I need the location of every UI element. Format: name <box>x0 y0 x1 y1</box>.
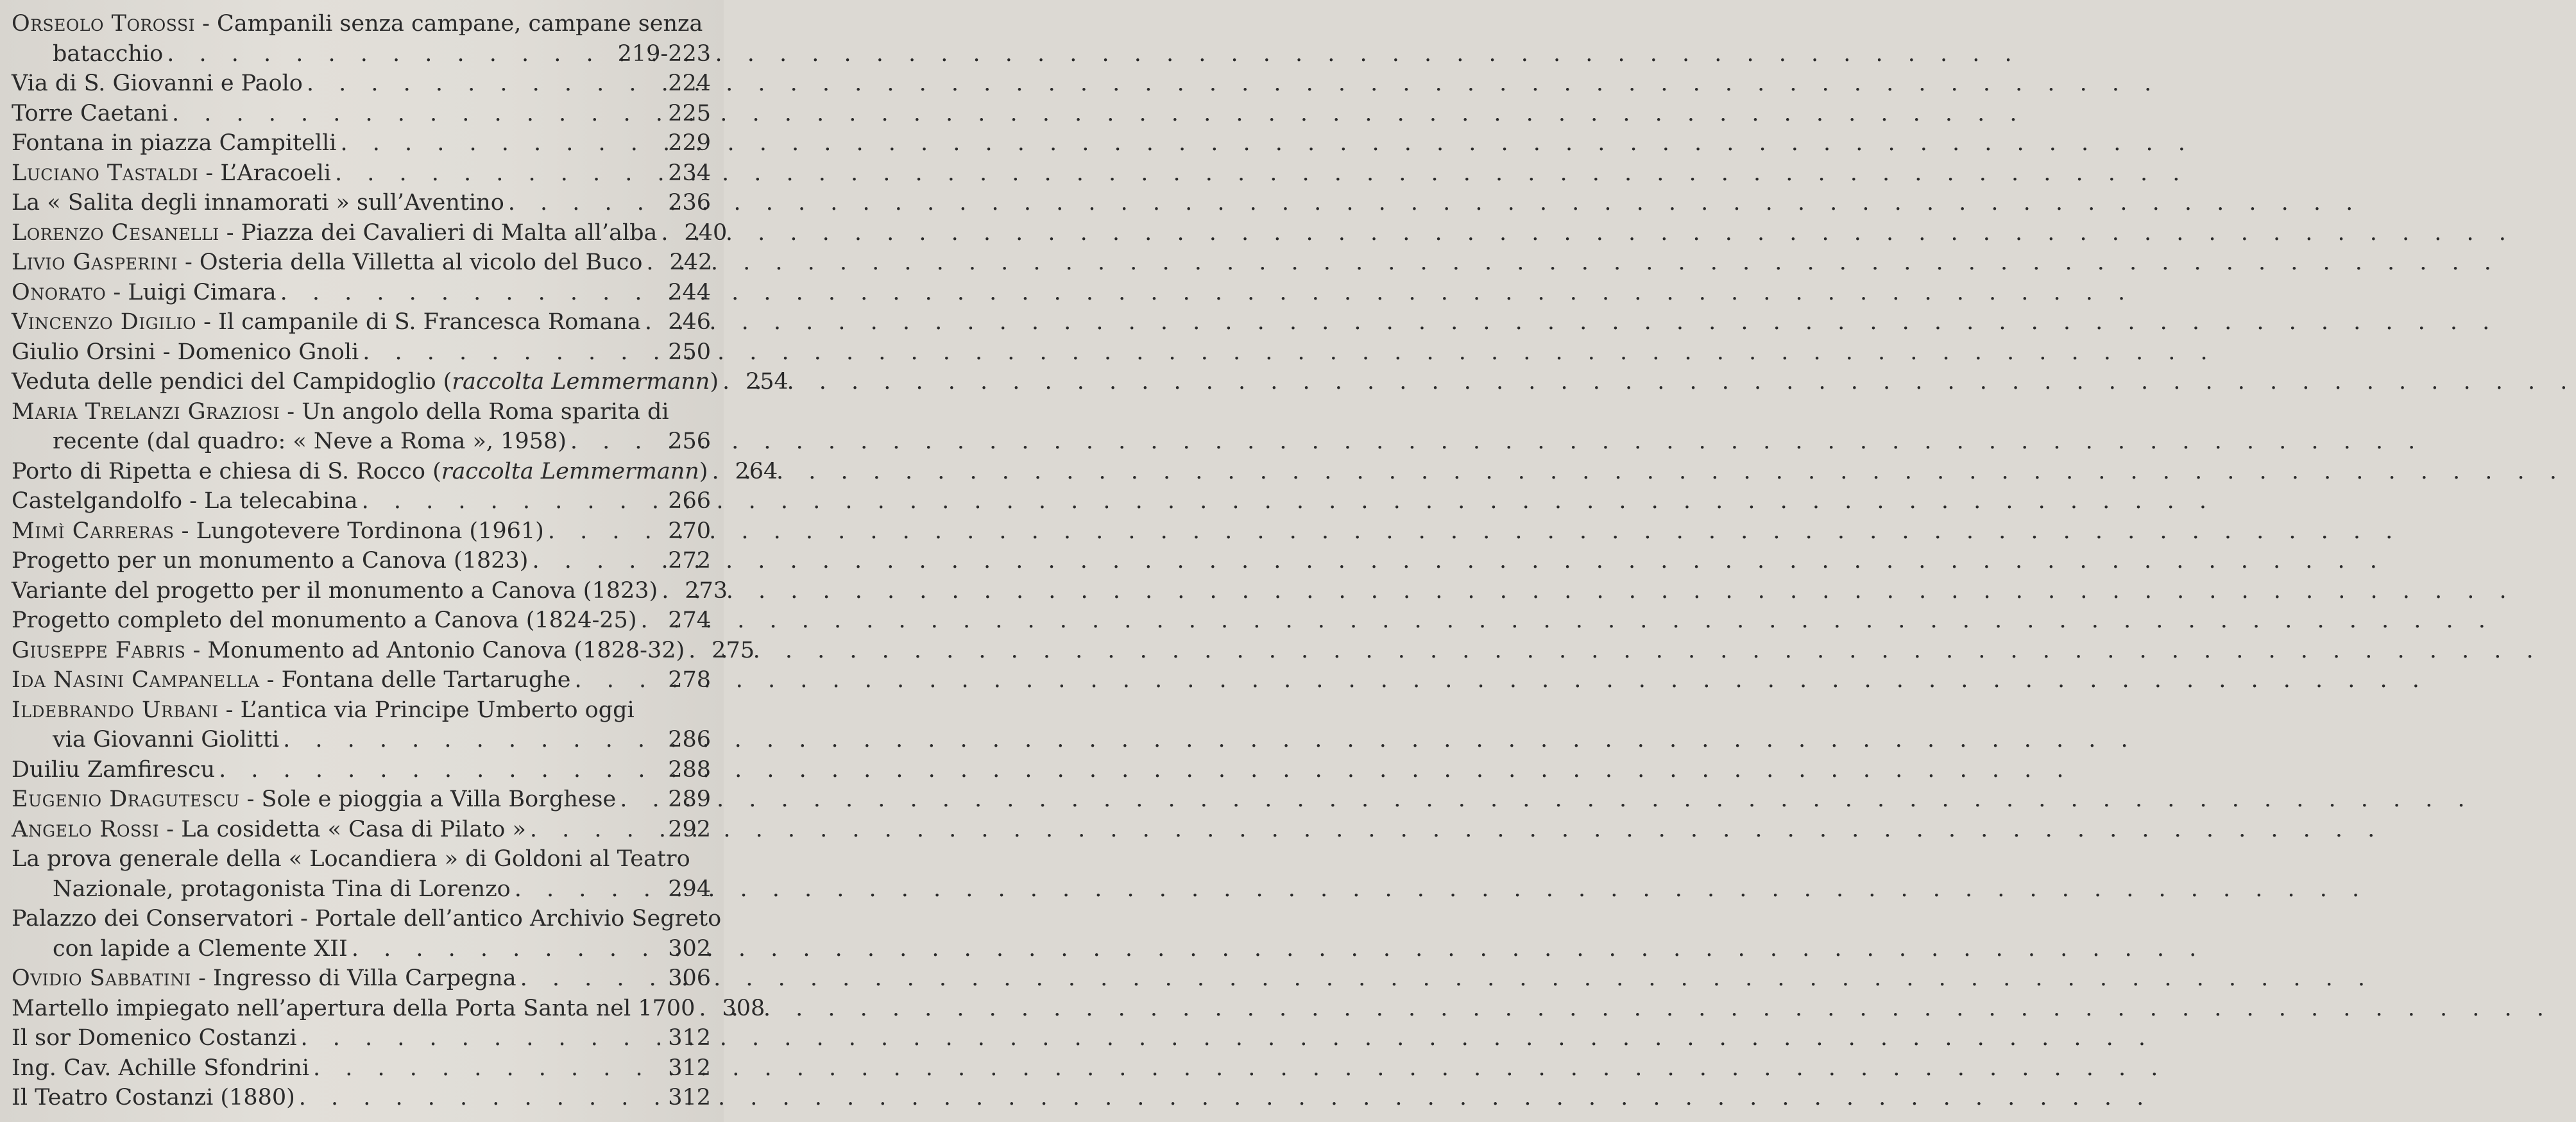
dot-leader <box>712 457 731 487</box>
author-separator: - <box>196 309 219 335</box>
author-separator: - <box>219 219 241 246</box>
page-number: 266 <box>668 488 711 514</box>
page-number: 219-223 <box>617 40 711 67</box>
toc-entry-line <box>12 844 711 874</box>
toc-entry <box>12 128 711 158</box>
dot-leader <box>340 128 664 158</box>
toc-entry <box>12 9 711 69</box>
dot-leader <box>699 994 718 1024</box>
page-number: 240 <box>684 219 728 246</box>
entry-title: La prova generale della « Locandiera » di Goldoni al Teatro <box>12 846 690 872</box>
entry-title: Castelgandolfo - La telecabina <box>12 488 358 514</box>
page-number: 306 <box>668 965 711 991</box>
page-number: 224 <box>668 71 711 96</box>
author-separator: - <box>191 965 214 991</box>
author-separator: - <box>106 279 128 305</box>
toc-entry <box>12 188 711 218</box>
toc-entry <box>12 964 711 994</box>
entry-author: Giuseppe Fabris <box>12 637 186 663</box>
author-separator: - <box>280 398 302 425</box>
entry-title: Piazza dei Cavalieri di Malta all’alba <box>241 219 658 246</box>
entry-author: Vincenzo Digilio <box>12 309 197 335</box>
page-number: 234 <box>668 160 711 186</box>
toc-entry-line <box>12 218 728 248</box>
toc-entry <box>12 486 711 516</box>
page-number: 288 <box>668 756 711 783</box>
entry-author: Livio Gasperini <box>12 250 178 275</box>
toc-entry <box>12 99 711 129</box>
dot-leader <box>363 337 664 368</box>
entry-author: Ovidio Sabbatini <box>12 965 191 991</box>
toc-entry <box>12 397 711 457</box>
dot-leader <box>574 665 664 695</box>
document-page <box>0 0 789 1122</box>
author-separator: - <box>198 160 221 186</box>
entry-title: batacchio <box>53 40 164 67</box>
page-number: 254 <box>746 369 789 395</box>
toc-entry-line <box>12 188 711 218</box>
toc-entry-line <box>12 397 711 427</box>
toc-entry-line <box>12 158 711 189</box>
dot-leader <box>301 1023 665 1053</box>
toc-entry-line <box>12 755 711 785</box>
entry-title: Luigi Cimara <box>128 279 277 305</box>
dot-leader <box>172 99 664 129</box>
entry-author: Maria Trelanzi Graziosi <box>12 398 280 425</box>
toc-entry <box>12 69 711 99</box>
toc-entry <box>12 248 711 278</box>
table-of-contents <box>12 9 789 1113</box>
entry-title: Martello impiegato nell’apertura della Porta Santa nel 1700 <box>12 995 695 1021</box>
toc-entry-line <box>12 546 711 576</box>
dot-leader <box>640 606 664 636</box>
author-separator: - <box>239 786 262 812</box>
toc-entry <box>12 815 711 845</box>
toc-entry <box>12 994 765 1024</box>
entry-author: Orseolo Torossi <box>12 11 195 37</box>
dot-leader <box>283 725 664 755</box>
toc-entry <box>12 844 711 904</box>
author-separator: - <box>259 667 282 693</box>
author-separator: - <box>159 816 182 842</box>
page-number: 278 <box>668 667 711 693</box>
page-number: 273 <box>685 577 728 604</box>
entry-title: Il Teatro Costanzi (1880) <box>12 1085 295 1110</box>
dot-leader <box>722 367 742 397</box>
toc-entry-line <box>12 695 711 726</box>
dot-leader <box>335 158 664 189</box>
page-number: 250 <box>668 339 711 365</box>
toc-entry-line <box>12 636 755 666</box>
author-separator: - <box>174 518 196 544</box>
toc-entry <box>12 665 711 695</box>
toc-entry <box>12 636 755 666</box>
entry-title: Variante del progetto per il monumento a Canova (1823) <box>12 577 658 604</box>
dot-leader <box>646 248 665 278</box>
toc-entry <box>12 337 711 368</box>
author-separator: - <box>185 637 208 663</box>
author-separator: - <box>194 11 218 37</box>
entry-title: Campanili senza campane, campane senza <box>217 11 703 37</box>
entry-title: Il campanile di S. Francesca Romana <box>218 309 641 335</box>
toc-entry <box>12 755 711 785</box>
entry-author: Ida Nasini Campanella <box>12 667 260 693</box>
entry-title: L’Aracoeli <box>220 160 331 186</box>
entry-title: Ing. Cav. Achille Sfondrini <box>12 1055 309 1081</box>
page-number: 302 <box>668 935 711 962</box>
toc-entry <box>12 576 728 606</box>
toc-entry-continuation <box>12 934 711 964</box>
toc-entry <box>12 367 789 397</box>
entry-author: Luciano Tastaldi <box>12 160 199 186</box>
toc-entry-line <box>12 248 711 278</box>
toc-entry <box>12 1083 711 1113</box>
dot-leader <box>352 934 664 964</box>
entry-title: Duiliu Zamfirescu <box>12 756 216 783</box>
dot-leader <box>280 278 665 308</box>
toc-entry-line <box>12 1023 711 1053</box>
entry-author: Angelo Rossi <box>12 816 160 842</box>
page-number: 312 <box>668 1025 711 1051</box>
toc-entry-continuation <box>12 39 711 69</box>
page-number: 275 <box>712 637 755 663</box>
page-number: 225 <box>668 100 711 126</box>
entry-title: L’antica via Principe Umberto oggi <box>240 697 635 723</box>
entry-title: con lapide a Clemente XII <box>53 935 348 962</box>
dot-leader <box>532 546 664 576</box>
dot-leader <box>362 486 665 516</box>
dot-leader <box>661 218 680 248</box>
toc-entry <box>12 546 711 576</box>
page-number: 272 <box>668 548 711 574</box>
dot-leader <box>620 785 664 815</box>
page-number: 274 <box>668 608 711 633</box>
toc-entry-line <box>12 665 711 695</box>
toc-entry-line <box>12 904 722 934</box>
page-number: 229 <box>668 130 711 156</box>
dot-leader <box>219 755 664 785</box>
entry-title: Il sor Domenico Costanzi <box>12 1025 297 1051</box>
dot-leader <box>508 188 664 218</box>
toc-entry-line <box>12 516 711 547</box>
page-number: 270 <box>668 518 711 544</box>
entry-title: recente (dal quadro: « Neve a Roma », 1958) <box>53 429 567 454</box>
toc-entry-line <box>12 785 711 815</box>
toc-entry-line <box>12 367 789 397</box>
dot-leader <box>548 516 664 547</box>
toc-entry-line <box>12 576 728 606</box>
toc-entry <box>12 1023 711 1053</box>
entry-title: Progetto completo del monumento a Canova (1824-25) <box>12 608 637 633</box>
toc-entry-line <box>12 486 711 516</box>
entry-title: Veduta delle pendici del Campidoglio (raccolta Lemmermann) <box>12 369 719 395</box>
entry-title: Via di S. Giovanni e Paolo <box>12 71 303 96</box>
page-number: 308 <box>722 995 765 1021</box>
toc-entry-line <box>12 457 778 487</box>
entry-title: Nazionale, protagonista Tina di Lorenzo <box>53 876 511 902</box>
dot-leader <box>313 1053 664 1084</box>
toc-entry-line <box>12 964 711 994</box>
entry-title: via Giovanni Giolitti <box>53 727 280 752</box>
entry-title: La cosidetta « Casa di Pilato » <box>181 816 526 842</box>
toc-entry <box>12 307 711 337</box>
toc-entry-line <box>12 337 711 368</box>
toc-entry <box>12 158 711 189</box>
entry-title: Torre Caetani <box>12 100 169 126</box>
page-number: 289 <box>668 786 711 812</box>
entry-title: Monumento ad Antonio Canova (1828-32) <box>207 637 685 663</box>
page-number: 236 <box>668 190 711 216</box>
toc-entry-line <box>12 815 711 845</box>
toc-entry <box>12 218 728 248</box>
toc-entry <box>12 695 711 755</box>
author-separator: - <box>218 697 241 723</box>
entry-title: Osteria della Villetta al vicolo del Buco <box>199 250 643 275</box>
dot-leader <box>515 874 664 905</box>
entry-title: Palazzo dei Conservatori - Portale dell’antico Archivio Segreto <box>12 906 722 931</box>
entry-title: Fontana delle Tartarughe <box>281 667 571 693</box>
toc-entry <box>12 457 778 487</box>
toc-entry-line <box>12 307 711 337</box>
entry-title: Un angolo della Roma sparita di <box>302 398 669 425</box>
page-number: 312 <box>668 1055 711 1081</box>
page-number: 312 <box>668 1085 711 1110</box>
entry-title: Lungotevere Tordinona (1961) <box>196 518 544 544</box>
page-number: 264 <box>735 458 778 484</box>
toc-entry-line <box>12 99 711 129</box>
entry-title: Sole e pioggia a Villa Borghese <box>261 786 617 812</box>
toc-entry-line <box>12 994 765 1024</box>
page-number: 246 <box>668 309 711 335</box>
toc-entry <box>12 1053 711 1084</box>
toc-entry-line <box>12 1083 711 1113</box>
dot-leader <box>299 1083 664 1113</box>
toc-entry <box>12 516 711 547</box>
toc-entry-line <box>12 9 711 39</box>
entry-title: Ingresso di Villa Carpegna <box>213 965 516 991</box>
toc-entry-continuation <box>12 874 711 905</box>
author-separator: - <box>177 250 200 275</box>
toc-entry-line <box>12 1053 711 1084</box>
entry-author: Lorenzo Cesanelli <box>12 219 219 246</box>
toc-entry-line <box>12 128 711 158</box>
entry-title: La « Salita degli innamorati » sull’Aventino <box>12 190 504 216</box>
entry-author: Eugenio Dragutescu <box>12 786 240 812</box>
entry-title: Fontana in piazza Campitelli <box>12 130 337 156</box>
toc-entry-line <box>12 278 711 308</box>
page-number: 256 <box>668 429 711 454</box>
entry-author: Ildebrando Urbani <box>12 697 219 723</box>
toc-entry <box>12 278 711 308</box>
dot-leader <box>688 636 708 666</box>
toc-entry-continuation <box>12 427 711 457</box>
toc-entry-continuation <box>12 725 711 755</box>
dot-leader <box>520 964 665 994</box>
toc-entry-line <box>12 606 711 636</box>
entry-title: Progetto per un monumento a Canova (1823) <box>12 548 529 574</box>
dot-leader <box>645 307 664 337</box>
page-number: 294 <box>668 876 711 902</box>
toc-entry-line <box>12 69 711 99</box>
toc-entry <box>12 606 711 636</box>
dot-leader <box>307 69 664 99</box>
dot-leader <box>570 427 664 457</box>
entry-author: Mimì Carreras <box>12 518 175 544</box>
entry-author: Onorato <box>12 279 107 305</box>
dot-leader <box>530 815 664 845</box>
toc-entry <box>12 904 722 964</box>
page-number: 242 <box>669 250 713 275</box>
entry-title: Giulio Orsini - Domenico Gnoli <box>12 339 359 365</box>
entry-title: Porto di Ripetta e chiesa di S. Rocco (raccolta Lemmermann) <box>12 458 708 484</box>
dot-leader <box>167 39 613 69</box>
dot-leader <box>661 576 681 606</box>
page-number: 292 <box>668 816 711 842</box>
page-number: 286 <box>668 727 711 752</box>
page-number: 244 <box>668 279 711 305</box>
toc-entry <box>12 785 711 815</box>
